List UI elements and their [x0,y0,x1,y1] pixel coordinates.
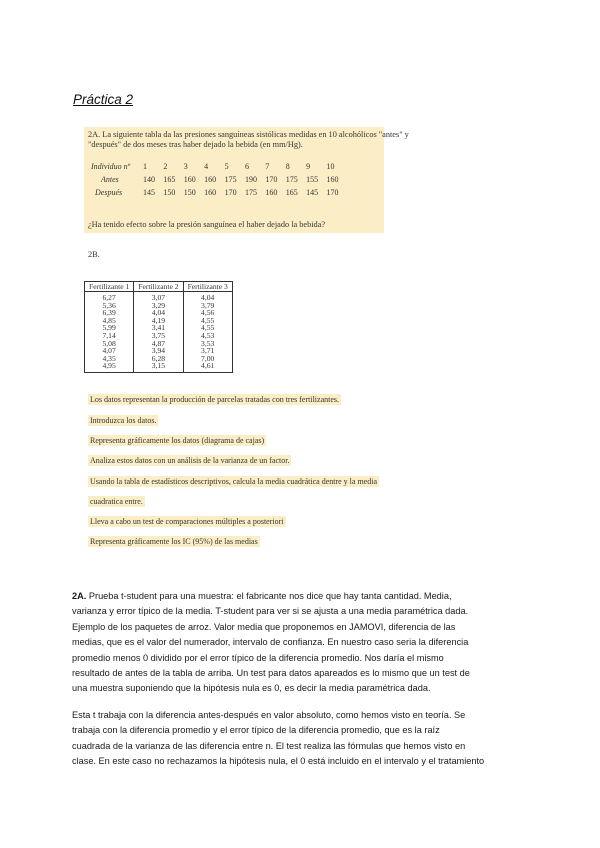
item-text: Lleva a cabo un test de comparaciones múltiples a posteriori [90,517,284,526]
individual-cell: 3 [183,162,188,171]
despues-row [91,188,347,197]
page-title: Práctica 2 [73,92,134,107]
table-cell: 4,07 [85,347,134,355]
item-text: Los datos representan la producción de parcelas tratadas con tres fertilizantes. [90,395,340,404]
exercise-2a-statement [88,130,428,150]
despues-cell: 160 [204,188,217,197]
antes-cell: 155 [306,175,319,184]
exercise-2b-item [88,537,260,546]
table-row [85,362,233,372]
exercise-2b-item [88,497,145,506]
antes-cell: 165 [163,175,176,184]
answer-label: 2A. [72,591,87,601]
despues-cell: 150 [163,188,176,197]
exercise-2b-item [88,436,266,445]
answer-line: resultado de antes de la tabla de arriba. Un test para datos apareados es lo mismo que un test de [72,668,470,679]
table-cell: 5,36 [85,302,134,310]
table-cell: 3,15 [134,362,183,372]
despues-cell: 170 [326,188,339,197]
exercise-2b-label: 2B. [88,250,100,259]
item-text: Introduzca los datos. [90,416,157,425]
despues-cell: 150 [183,188,196,197]
column-header: Fertilizante 3 [183,282,232,292]
individual-cell: 4 [204,162,209,171]
despues-label: Después [95,188,123,197]
antes-cell: 160 [183,175,196,184]
answer-line: una muestra suponiendo que la hipótesis nula es 0, es decir la media paramétrica dada. [72,683,431,694]
exercise-2b-item [88,456,291,465]
table-cell: 3,29 [134,302,183,310]
table-header-row [85,282,233,292]
antes-cell: 160 [204,175,217,184]
antes-cell: 190 [244,175,257,184]
answer-line: cuadrada de la varianza de las diferencia entre n. El test realiza las fórmulas que hemos visto en [72,740,466,751]
exercise-2b-item [88,517,286,526]
item-text: Analiza estos datos con un análisis de la varianza de un factor. [90,456,290,465]
despues-cell: 175 [244,188,257,197]
table-cell: 5,08 [85,340,134,348]
antes-cell: 175 [285,175,298,184]
column-header: Fertilizante 2 [134,282,183,292]
individual-cell: 8 [285,162,290,171]
table-cell: 4,87 [134,340,183,348]
individual-cell: 9 [306,162,311,171]
table-cell: 4,95 [85,362,134,372]
antes-cell: 140 [143,175,155,184]
table-cell: 4,35 [85,355,134,363]
despues-cell: 165 [285,188,298,197]
table-cell: 4,04 [134,309,183,317]
antes-cell: 170 [265,175,278,184]
table-cell: 3,79 [183,302,232,310]
table-cell: 4,19 [134,317,183,325]
answer-line: Esta t trabaja con la diferencia antes-después en valor absoluto, como hemos visto en teoría. Se [72,710,466,720]
table-cell: 4,04 [183,292,232,302]
table-cell: 3,07 [134,292,183,302]
individual-cell: 5 [224,162,229,171]
individuals-row [91,162,347,171]
table-cell: 4,85 [85,317,134,325]
table-cell: 3,94 [134,347,183,355]
despues-cell: 170 [224,188,237,197]
statement-line-2: "después" de dos meses tras haber dejado la bebida (en mm/Hg). [88,140,303,149]
individual-cell: 7 [265,162,270,171]
fertilizer-table [84,281,233,373]
table-cell: 3,41 [134,324,183,332]
table-cell: 4,61 [183,362,232,372]
item-text: cuadratica entre. [90,497,143,506]
antes-cell: 160 [326,175,339,184]
table-cell: 4,53 [183,332,232,340]
answer-paragraph-2 [72,708,528,770]
statement-line-1: 2A. La siguiente tabla da las presiones sanguíneas sistólicas medidas en 10 alcohólicos "antes" y [88,130,409,139]
answer-line: trabaja con la diferencia promedio y el error típico de la diferencia promedio, que es la raíz [72,725,440,736]
despues-cell: 145 [143,188,155,197]
table-cell: 7,14 [85,332,134,340]
item-text: Representa gráficamente los datos (diagrama de cajas) [90,436,265,445]
individuals-label: Individuo nº [91,162,131,171]
table-cell: 3,71 [183,347,232,355]
answer-line: promedio menos 0 dividido por el error típico de la diferencia promedio. Nos daría el mismo [72,652,444,663]
table-cell: 6,39 [85,309,134,317]
answer-line: Ejemplo de los paquetes de arroz. Valor media que proponemos en JAMOVI, diferencia de las [72,621,456,632]
answer-line: clase. En este caso no rechazamos la hipótesis nula, el 0 está incluido en el intervalo y el tratamiento [72,756,485,767]
individual-cell: 6 [244,162,249,171]
table-cell: 3,53 [183,340,232,348]
answer-text: Prueba t-student para una muestra: el fabricante nos dice que hay tanta cantidad. Media, [88,591,452,601]
despues-cell: 160 [265,188,278,197]
individual-cell: 10 [326,162,335,171]
exercise-2b-item [88,395,341,404]
individual-cell: 1 [143,162,147,171]
item-text: Usando la tabla de estadísticos descriptivos, calcula la media cuadrática dentre y la media [90,477,377,486]
table-cell: 4,55 [183,324,232,332]
exercise-2b-item [88,416,158,425]
table-cell: 3,75 [134,332,183,340]
antes-label: Antes [101,175,119,184]
table-cell: 5,99 [85,324,134,332]
answer-paragraph-1 [72,589,528,697]
exercise-2a-question: ¿Ha tenido efecto sobre la presión sanguínea el haber dejado la bebida? [88,220,326,229]
table-cell: 6,27 [85,292,134,302]
column-header: Fertilizante 1 [85,282,134,292]
table-cell: 7,00 [183,355,232,363]
answer-line: varianza y error típico de la media. T-student para ver si se ajusta a una media paramétrica dada. [72,606,469,617]
table-cell: 6,28 [134,355,183,363]
despues-cell: 145 [306,188,319,197]
antes-row [91,175,347,184]
table-cell: 4,56 [183,309,232,317]
answer-line: medias, que es el valor del numerador, intervalo de confianza. En nuestro caso seria la diferencia [72,637,469,648]
answer-line [72,589,528,604]
exercise-2b-item [88,477,379,486]
antes-cell: 175 [224,175,237,184]
item-text: Representa gráficamente los IC (95%) de las medias [90,537,258,546]
table-cell: 4,55 [183,317,232,325]
individual-cell: 2 [163,162,168,171]
